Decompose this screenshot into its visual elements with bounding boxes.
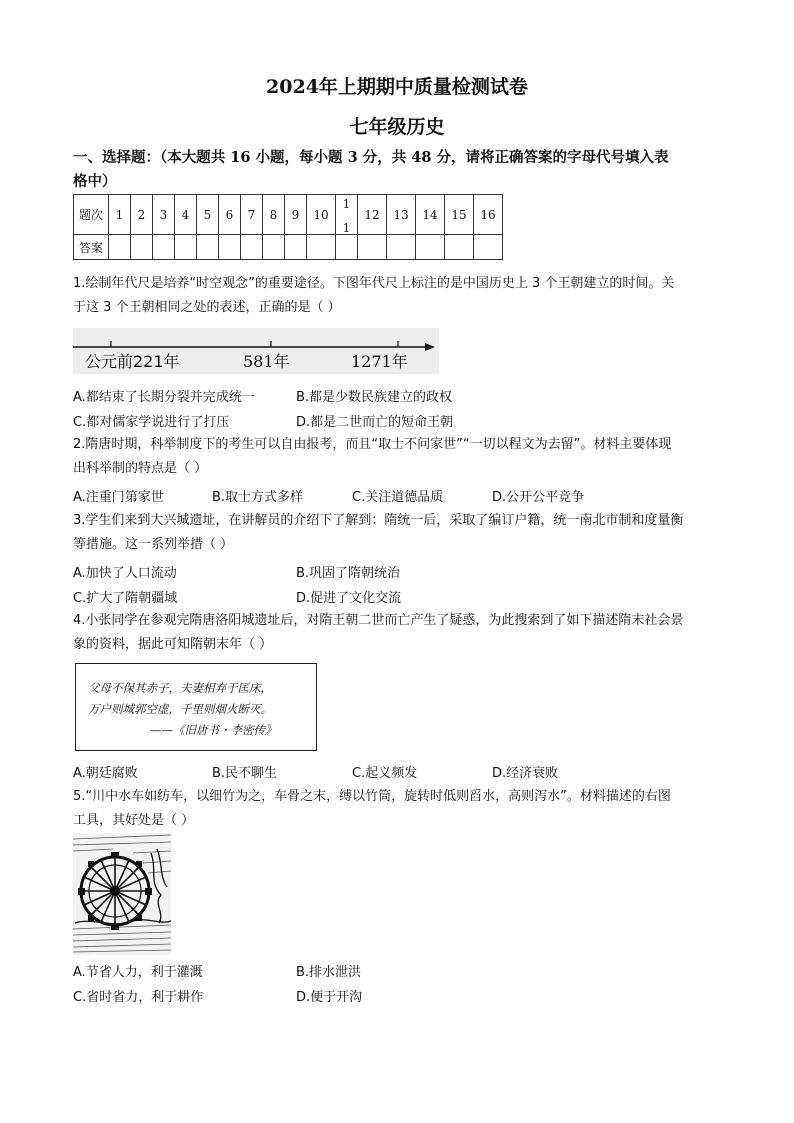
answer-cell[interactable]	[197, 235, 219, 260]
arrow-head-icon	[425, 343, 435, 351]
answer-cell[interactable]	[263, 235, 285, 260]
table-cell: 14	[416, 195, 445, 235]
table-cell: 12	[358, 195, 387, 235]
timeline-label-1: 公元前221年	[85, 352, 180, 371]
table-row-answers	[74, 235, 503, 260]
q3-option-a[interactable]: A.加快了人口流动	[73, 566, 177, 581]
table-cell: 2	[131, 195, 153, 235]
answer-cell[interactable]	[307, 235, 336, 260]
quote-box	[75, 663, 317, 751]
answer-cell[interactable]	[153, 235, 175, 260]
q3-option-d[interactable]: D.促进了文化交流	[296, 591, 402, 606]
timeline-figure	[73, 328, 439, 374]
table-cell: 15	[445, 195, 474, 235]
answer-cell[interactable]	[336, 235, 358, 260]
q4-option-d[interactable]: D.经济衰败	[492, 766, 559, 781]
q1-option-a[interactable]: A.都结束了长期分裂并完成统一	[73, 390, 255, 405]
question-3-line2: 等措施。这一系列举措（ ）	[73, 537, 234, 552]
table-cell: 6	[219, 195, 241, 235]
question-3	[73, 509, 725, 557]
table-cell: 1	[109, 195, 131, 235]
q1-option-c[interactable]: C.都对儒家学说进行了打压	[73, 415, 230, 430]
question-2-line2: 出科举制的特点是（ ）	[73, 461, 208, 476]
answer-cell[interactable]	[285, 235, 307, 260]
answer-cell[interactable]	[474, 235, 503, 260]
q4-option-b[interactable]: B.民不聊生	[212, 766, 278, 781]
question-4	[73, 609, 725, 657]
table-row-label: 题次	[74, 195, 109, 235]
section-heading	[73, 146, 733, 194]
quote-line-1: 父母不保其赤子，夫妻相弃于匡床，	[88, 681, 272, 695]
answer-cell[interactable]	[241, 235, 263, 260]
question-2-line1: 2.隋唐时期，科举制度下的考生可以自由报考，而且“取士不问家世”“一切以程文为去留”。材料主要体现	[73, 437, 672, 452]
answer-cell[interactable]	[131, 235, 153, 260]
question-1	[73, 272, 725, 320]
answer-cell[interactable]	[219, 235, 241, 260]
exam-subtitle: 七年级历史	[349, 116, 445, 138]
answer-cell[interactable]	[358, 235, 387, 260]
question-1-line1: 1.绘制年代尺是培养“时空观念”的重要途径。下图年代尺上标注的是中国历史上 3 个王朝建立的时间。关	[73, 276, 675, 291]
answer-cell[interactable]	[109, 235, 131, 260]
q2-option-a[interactable]: A.注重门第家世	[73, 490, 164, 505]
answer-cell[interactable]	[387, 235, 416, 260]
answer-cell[interactable]	[175, 235, 197, 260]
table-cell: 8	[263, 195, 285, 235]
q2-option-b[interactable]: B.取士方式多样	[212, 490, 304, 505]
q4-option-c[interactable]: C.起义频发	[352, 766, 418, 781]
q5-option-b[interactable]: B.排水泄洪	[296, 965, 362, 980]
question-1-line2: 于这 3 个王朝相同之处的表述，正确的是（ ）	[73, 300, 341, 315]
q3-option-b[interactable]: B.巩固了隋朝统治	[296, 566, 401, 581]
answer-cell[interactable]	[416, 235, 445, 260]
water-wheel-image	[73, 833, 171, 955]
table-cell	[336, 195, 358, 235]
answer-table	[73, 194, 503, 260]
question-4-line2: 象的资料，据此可知隋朝末年（ ）	[73, 637, 273, 652]
table-cell: 13	[387, 195, 416, 235]
section-heading-line1: 一、选择题：（本大题共 16 小题，每小题 3 分，共 48 分，请将正确答案的字母代号填入表	[73, 149, 669, 166]
table-cell: 3	[153, 195, 175, 235]
quote-line-2: 万户则城郭空虚，千里则烟火断灭。	[88, 702, 272, 716]
q1-option-b[interactable]: B.都是少数民族建立的政权	[296, 390, 453, 405]
timeline-label-3: 1271年	[351, 352, 408, 371]
q1-option-d[interactable]: D.都是二世而亡的短命王朝	[296, 415, 454, 430]
q4-option-a[interactable]: A.朝廷腐败	[73, 766, 138, 781]
q5-option-a[interactable]: A.节省人力，利于灌溉	[73, 965, 203, 980]
q5-option-d[interactable]: D.便于开沟	[296, 990, 363, 1005]
table-cell: 5	[197, 195, 219, 235]
table-cell: 16	[474, 195, 503, 235]
q5-option-c[interactable]: C.省时省力，利于耕作	[73, 990, 204, 1005]
table-row-numbers	[74, 195, 503, 235]
question-5-line1: 5.“川中水车如纺车，以细竹为之，车骨之末，缚以竹筒，旋转时低则舀水，高则泻水”。材料描述的右图	[73, 789, 671, 804]
table-cell: 10	[307, 195, 336, 235]
question-4-line1: 4.小张同学在参观完隋唐洛阳城遗址后，对隋王朝二世而亡产生了疑惑，为此搜索到了如下描述隋末社会景	[73, 613, 684, 628]
table-cell-line1: 1	[342, 197, 351, 211]
question-5	[73, 785, 725, 833]
timeline-label-2: 581年	[243, 352, 290, 371]
question-3-line1: 3.学生们来到大兴城遗址，在讲解员的介绍下了解到：隋统一后，采取了编订户籍，统一南北市制和度量衡	[73, 513, 684, 528]
q2-option-c[interactable]: C.关注道德品质	[352, 490, 444, 505]
table-cell: 9	[285, 195, 307, 235]
q2-option-d[interactable]: D.公开公平竞争	[492, 490, 585, 505]
question-5-line2: 工具，其好处是（ ）	[73, 813, 195, 828]
question-2	[73, 433, 725, 481]
quote-source: ——《旧唐书・李密传》	[150, 723, 277, 737]
q3-option-c[interactable]: C.扩大了隋朝疆域	[73, 591, 178, 606]
table-cell: 4	[175, 195, 197, 235]
exam-title: 2024年上期期中质量检测试卷	[266, 76, 528, 98]
table-cell: 7	[241, 195, 263, 235]
answer-cell[interactable]	[445, 235, 474, 260]
table-cell-line2: 1	[342, 221, 351, 235]
section-heading-line2: 格中）	[73, 173, 117, 190]
table-row-label: 答案	[74, 235, 109, 260]
